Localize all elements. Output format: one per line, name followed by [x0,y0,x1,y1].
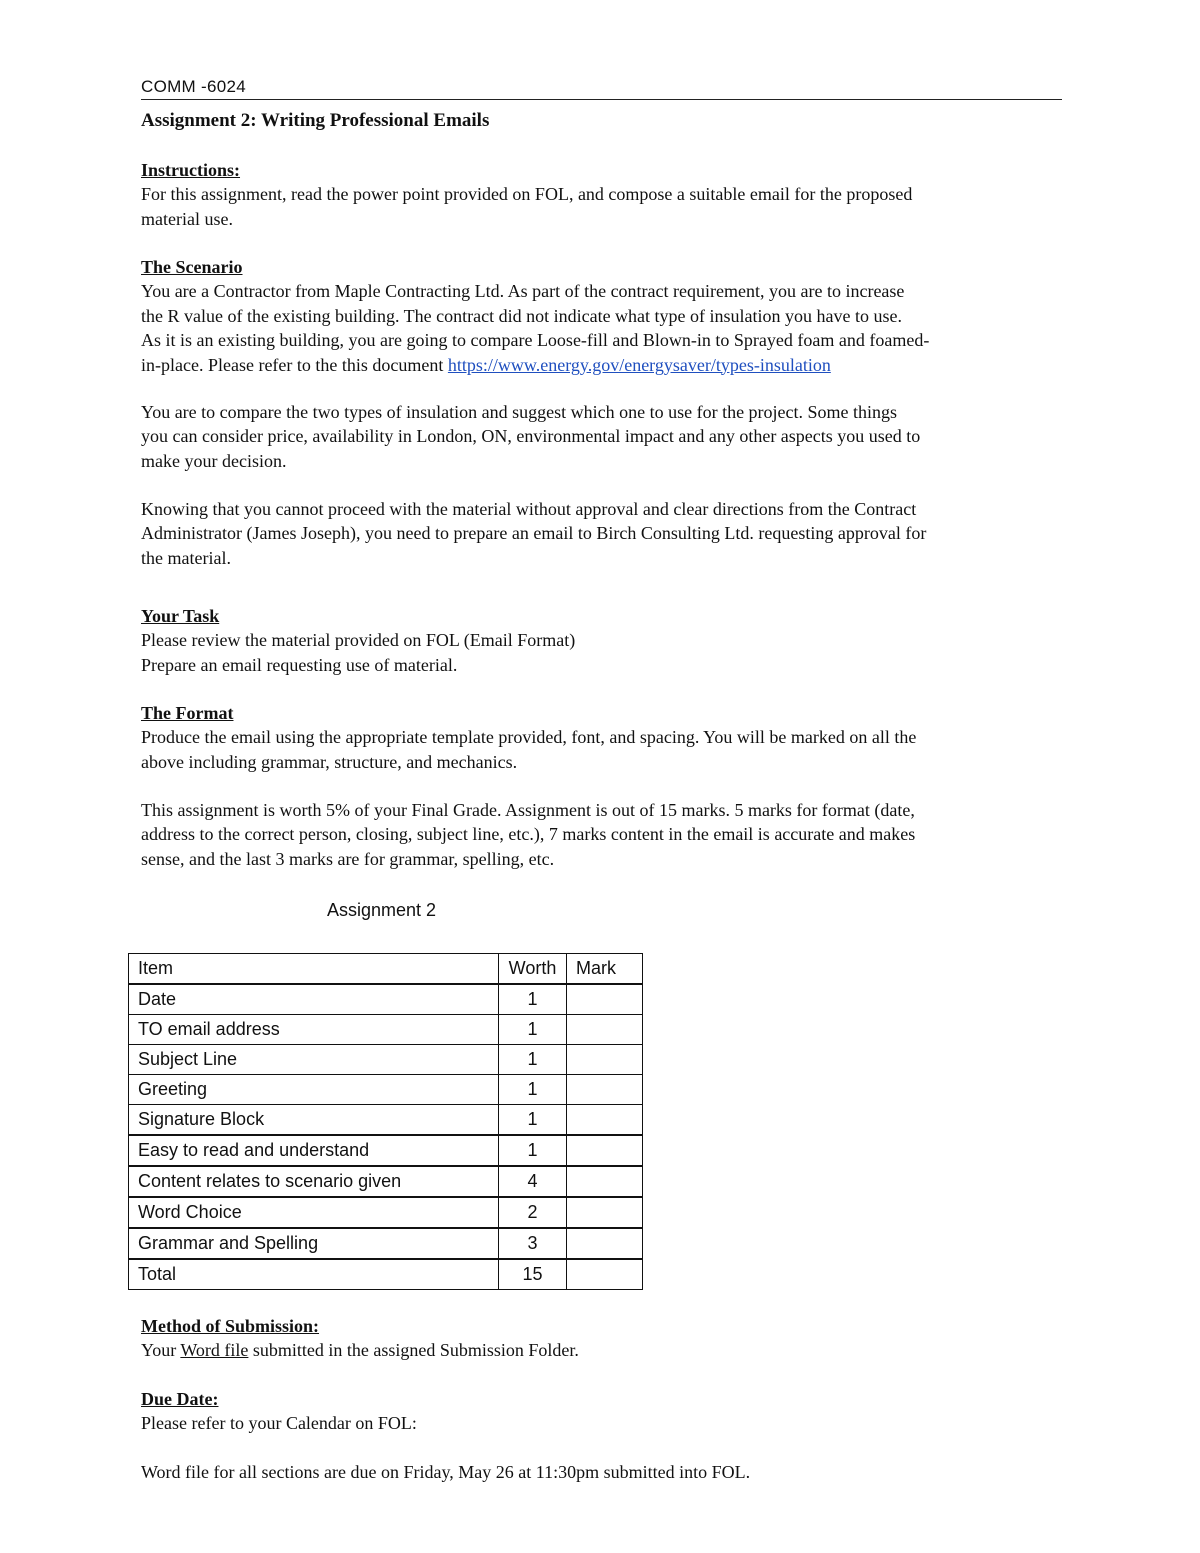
table-row [129,1075,643,1105]
course-header: COMM -6024 [141,77,1062,100]
row-mark [567,984,643,1015]
grading-paragraph [141,798,1061,871]
row-worth: 1 [499,1015,567,1045]
grading-line-2: address to the correct person, closing, subject line, etc.), 7 marks content in the email is accurate and makes [141,824,916,845]
row-mark [567,1228,643,1259]
row-item: Signature Block [129,1105,499,1136]
row-mark [567,1045,643,1075]
compare-line-1: You are to compare the two types of insulation and suggest which one to use for the project. Some things [141,402,898,422]
row-item: Total [129,1259,499,1290]
header-item: Item [129,954,499,985]
table-row [129,1166,643,1197]
header-mark: Mark [567,954,643,985]
rubric-header-row [129,954,643,985]
scenario-section [141,255,1061,377]
row-item: Easy to read and understand [129,1135,499,1166]
grading-line-3: sense, and the last 3 marks are for grammar, spelling, etc. [141,848,555,869]
insulation-link[interactable]: https://www.energy.gov/energysaver/types-insulation [447,354,831,375]
total-row [129,1259,643,1290]
assignment-title: Assignment 2: Writing Professional Emails [141,110,490,131]
table-row [129,1105,643,1136]
format-line-1: Produce the email using the appropriate template provided, font, and spacing. You will be marked on all the [141,727,917,748]
instructions-heading: Instructions: [141,160,241,180]
row-worth: 3 [499,1228,567,1259]
submission-line [141,1338,1061,1362]
row-mark [567,1135,643,1166]
due-date-section [141,1387,1061,1485]
table-row [129,1015,643,1045]
row-worth: 1 [499,1135,567,1166]
row-item: Content relates to scenario given [129,1166,499,1197]
row-item: Word Choice [129,1197,499,1228]
format-heading: The Format [141,703,234,723]
scenario-line-4 [141,353,1061,377]
due-date-line-1: Please refer to your Calendar on FOL: [141,1413,417,1434]
instructions-section [141,158,1061,231]
instructions-line-2: material use. [141,208,233,229]
due-date-line-2: Word file for all sections are due on Friday, May 26 at 11:30pm submitted into FOL. [141,1462,751,1483]
table-row [129,1228,643,1259]
approval-line-3: the material. [141,547,231,568]
row-worth: 1 [499,1105,567,1136]
row-worth: 1 [499,984,567,1015]
compare-line-3: make your decision. [141,450,287,471]
row-item: Subject Line [129,1045,499,1075]
submission-heading: Method of Submission: [141,1316,320,1336]
row-worth: 4 [499,1166,567,1197]
rubric-caption: Assignment 2 [327,900,437,920]
row-item: Date [129,984,499,1015]
compare-line-2: you can consider price, availability in London, ON, environmental impact and any other aspects you used to [141,426,921,447]
format-line-2: above including grammar, structure, and mechanics. [141,751,518,772]
scenario-paragraph-2 [141,400,1061,473]
row-item: TO email address [129,1015,499,1045]
row-worth: 1 [499,1075,567,1105]
table-row [129,1135,643,1166]
task-line-2: Prepare an email requesting use of material. [141,654,458,675]
approval-line-2: Administrator (James Joseph), you need to prepare an email to Birch Consulting Ltd. requesting approval for [141,523,927,544]
scenario-line-2: the R value of the existing building. The contract did not indicate what type of insulation you have to use. [141,305,903,326]
scenario-line-1: You are a Contractor from Maple Contracting Ltd. As part of the contract requirement, you are to increase [141,281,905,302]
submission-suffix: submitted in the assigned Submission Folder. [248,1340,579,1361]
submission-word-file: Word file [180,1340,249,1361]
row-item: Greeting [129,1075,499,1105]
row-worth: 15 [499,1259,567,1290]
scenario-line-4-text: in-place. Please refer to the this document [141,354,448,375]
grading-line-1: This assignment is worth 5% of your Final Grade. Assignment is out of 15 marks. 5 marks for format (date, [141,800,915,820]
row-mark [567,1259,643,1290]
row-worth: 2 [499,1197,567,1228]
row-mark [567,1105,643,1136]
header-worth: Worth [499,954,567,985]
format-section [141,701,1061,774]
due-date-heading: Due Date: [141,1389,219,1409]
row-mark [567,1015,643,1045]
row-worth: 1 [499,1045,567,1075]
scenario-line-3: As it is an existing building, you are going to compare Loose-fill and Blown-in to Sprayed foam and foamed- [141,330,930,351]
instructions-line-1: For this assignment, read the power point provided on FOL, and compose a suitable email for the proposed [141,184,913,205]
submission-section [141,1314,1061,1363]
scenario-paragraph-3 [141,497,1061,570]
row-mark [567,1166,643,1197]
approval-line-1: Knowing that you cannot proceed with the material without approval and clear directions from the Contract [141,499,917,519]
table-row [129,1197,643,1228]
table-row [129,984,643,1015]
task-heading: Your Task [141,606,220,626]
row-mark [567,1197,643,1228]
row-item: Grammar and Spelling [129,1228,499,1259]
table-row [129,1045,643,1075]
task-line-1: Please review the material provided on FOL (Email Format) [141,630,576,651]
row-mark [567,1075,643,1105]
rubric-table [128,953,643,1290]
task-section [141,604,1061,677]
submission-prefix: Your [141,1340,181,1361]
scenario-heading: The Scenario [141,257,243,277]
